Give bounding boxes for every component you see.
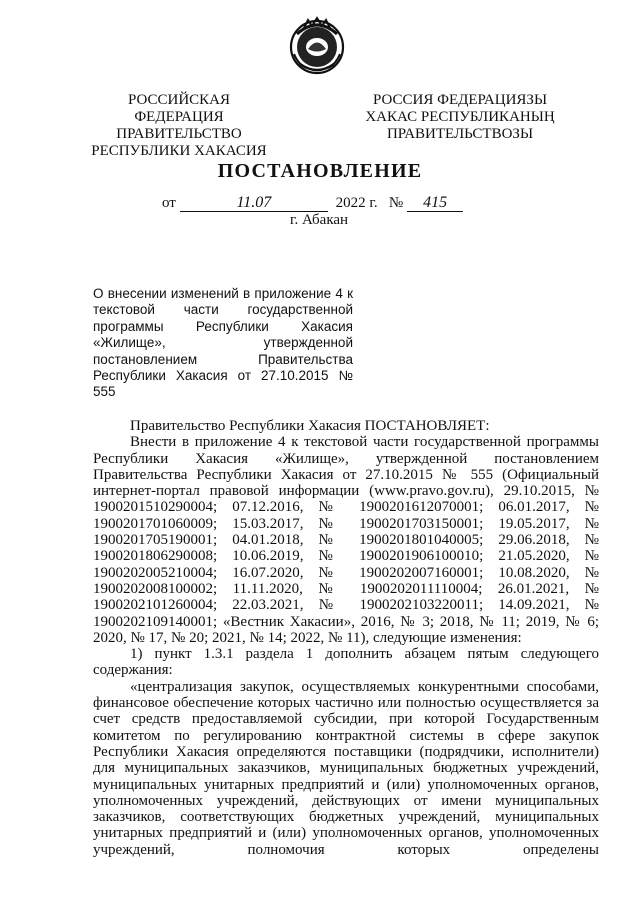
document-body [93,418,599,858]
number-handwritten: 415 [407,194,463,212]
date-prefix: от [162,195,176,211]
date-line [162,194,482,212]
body-intro: Правительство Республики Хакасия ПОСТАНОВЛЯЕТ: [130,418,490,434]
body-item-1: 1) пункт 1.3.1 раздела 1 дополнить абзацем пятым следующего содержания: [93,646,599,679]
header-right-line: РОССИЯ ФЕДЕРАЦИЯЗЫ [372,92,548,108]
header-left-line: РОССИЙСКАЯ ФЕДЕРАЦИЯ [127,92,231,125]
header-right-line: ПРАВИТЕЛЬСТВОЗЫ [386,126,534,142]
header-left-line: РЕСПУБЛИКИ ХАКАСИЯ [91,143,267,159]
body-quote: «централизация закупок, осуществляемых конкурентными способами, финансовое обеспечение которых частично или полностью осуществляется за счет средств предоставляемой субсидии, при которой Государственным комитетом по регулированию контрактной системы в сфере закупок Республики Хакасия определяются поставщики (подрядчики, исполнители) для муниципальных заказчиков, муниципальных бюджетных учреждений, муниципальных унитарных предприятий и (или) уполномоченных органов, уполномоченных учреждений, действующих от имени муниципальных заказчиков, соответствующих бюджетных учреждений, муниципальных унитарных предприятий и (или) уполномоченных органов, уполномоченных учреждений, полномочия которых определены [93,678,599,858]
header-right-line: ХАКАС РЕСПУБЛИКАНЫҢ [365,109,555,125]
header-right [362,92,558,143]
number-sign: № [388,195,404,211]
coat-of-arms-emblem [286,14,348,78]
header-left-line: ПРАВИТЕЛЬСТВО [116,126,242,142]
document-title: ПОСТАНОВЛЕНИЕ [217,160,423,182]
city: г. Абакан [290,212,349,228]
header-left [82,92,276,160]
document-subject: О внесении изменений в приложение 4 к текстовой части государственной программы Республики Хакасия «Жилище», утвержденной постановлением Правительства Республики Хакасия от 27.10.2015 № 555 [93,286,353,400]
body-main-paragraph: Внести в приложение 4 к текстовой части государственной программы Республики Хакасия «Жилище», утвержденной постановлением Правительства Республики Хакасия от 27.10.2015 № 555 (Официальный интернет-портал правовой информации (www.pravo.gov.ru), 29.10.2015, № 1900201510290004; 07.12.2016, № 1900201612070001; 06.01.2017, № 1900201701060009; 15.03.2017, № 1900201703150001; 19.05.2017, № 1900201705190001; 04.01.2018, № 1900201801040005; 29.06.2018, № 1900201806290008; 10.06.2019, № 1900201906100010; 21.05.2020, № 1900202005210004; 16.07.2020, № 1900202007160001; 10.08.2020, № 1900202008100002; 11.11.2020, № 1900202011110004; 26.01.2021, № 1900202101260004; 22.03.2021, № 1900202103220011; 14.09.2021, № 1900202109140001; «Вестник Хакасии», 2016, № 3; 2018, № 11; 2019, № 6; 2020, № 17, № 20; 2021, № 14; 2022, № 11), следующие изменения: [93,434,599,646]
date-handwritten: 11.07 [180,194,328,212]
date-year: 2022 г. [335,195,378,211]
